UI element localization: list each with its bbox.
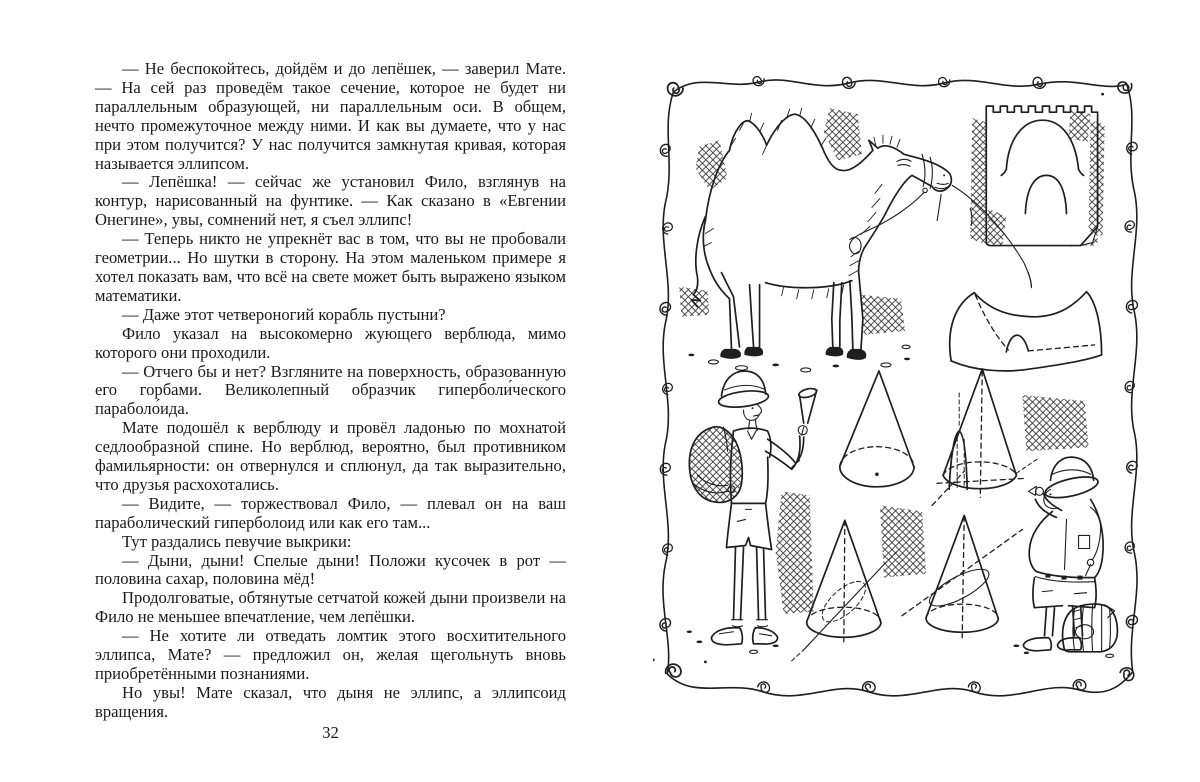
mate-backpack (689, 427, 742, 503)
illustration-svg (653, 58, 1145, 710)
gate-small-arch (1025, 175, 1066, 213)
paper-cone-funtik (798, 387, 817, 435)
cone-with-vertical-section (932, 369, 1038, 505)
paragraph: Мате подошёл к верблюду и провёл ладонью по мохнатой седлообразной спине. Но верблюд, вероятно, был противником фамильярности: он отвернулся и сплюнул, да так выразительно, что друзья расхохотались. (95, 418, 566, 494)
paragraph: Фило указал на высокомерно жующего верблюда, мимо которого они проходили. (95, 323, 566, 362)
mate-helmet-brim (718, 389, 770, 410)
ornamental-scroll-border (653, 75, 1138, 696)
ground-stones (688, 345, 910, 372)
saddle-surface-hyperbolic-paraboloid (950, 292, 1102, 371)
filo-figure-eating (1013, 457, 1117, 657)
cone-with-base-ellipse (840, 371, 914, 487)
paragraph: — Не хотите ли отведать ломтик этого восхитительного эллипса, Мате? — предложил он, желая щегольнуть вновь приобретёнными познаниями. (95, 626, 566, 683)
filo-shirt-pocket (1079, 535, 1090, 548)
mate-shoe (753, 628, 778, 644)
paragraph: — Не беспокойтесь, дойдём и до лепёшек, — заверил Мате. — На сей раз проведём такое сечение, которое не будет ни параллельным образующей, ни параллельным оси. В общем, нечто промежуточное между ними. И как вы думаете, что у нас при этом получится? У нас получится замкнутая кривая, которая называется эллипсом. (95, 59, 566, 173)
paragraph: — Видите, — торжествовал Фило, — плевал он на ваш параболический гиперболоид или как его там... (95, 493, 566, 532)
paragraph: — Отчего бы и нет? Взгляните на поверхность, образованную его горбами. Великолепный образчик гиперболи́ческого параболо́ида. (95, 361, 566, 419)
left-page-text-column (95, 60, 566, 722)
striped-duffel-bag (1063, 604, 1118, 652)
paragraph: — Дыни, дыни! Спелые дыни! Положи кусочек в рот — половина сахар, половина мёд! (95, 550, 566, 589)
paragraph: Продолговатые, обтянутые сетчатой кожей дыни произвели на Фило не меньшее впечатление, чем лепёшки. (95, 588, 566, 627)
right-page-illustration (653, 58, 1145, 710)
crosshatch-shading (679, 108, 1104, 614)
paragraph: — Теперь никто не упрекнёт вас в том, что вы не пробовали геометрии... Но шутки в сторону. На этом маленьком примере я хотел показать вам, что всё на свете может быть выражено языком математики. (95, 229, 566, 305)
page-number: 32 (322, 723, 339, 742)
paragraph: — Лепёшка! — сейчас же установил Фило, взглянув на контур, нарисованный на фунтике. — Как сказано в «Евгении Онегине», увы, сомнений нет, я съел эллипс! (95, 172, 566, 230)
filo-shoe (1057, 638, 1081, 650)
paragraph: Но увы! Мате сказал, что дыня не эллипс, а эллипсоид вращения. (95, 682, 566, 721)
mate-shoe (711, 628, 742, 645)
paragraph: Тут раздались певучие выкрики: (122, 531, 352, 551)
filo-shoe (1023, 638, 1051, 651)
paragraph: — Даже этот четвероногий корабль пустыни? (122, 304, 446, 324)
